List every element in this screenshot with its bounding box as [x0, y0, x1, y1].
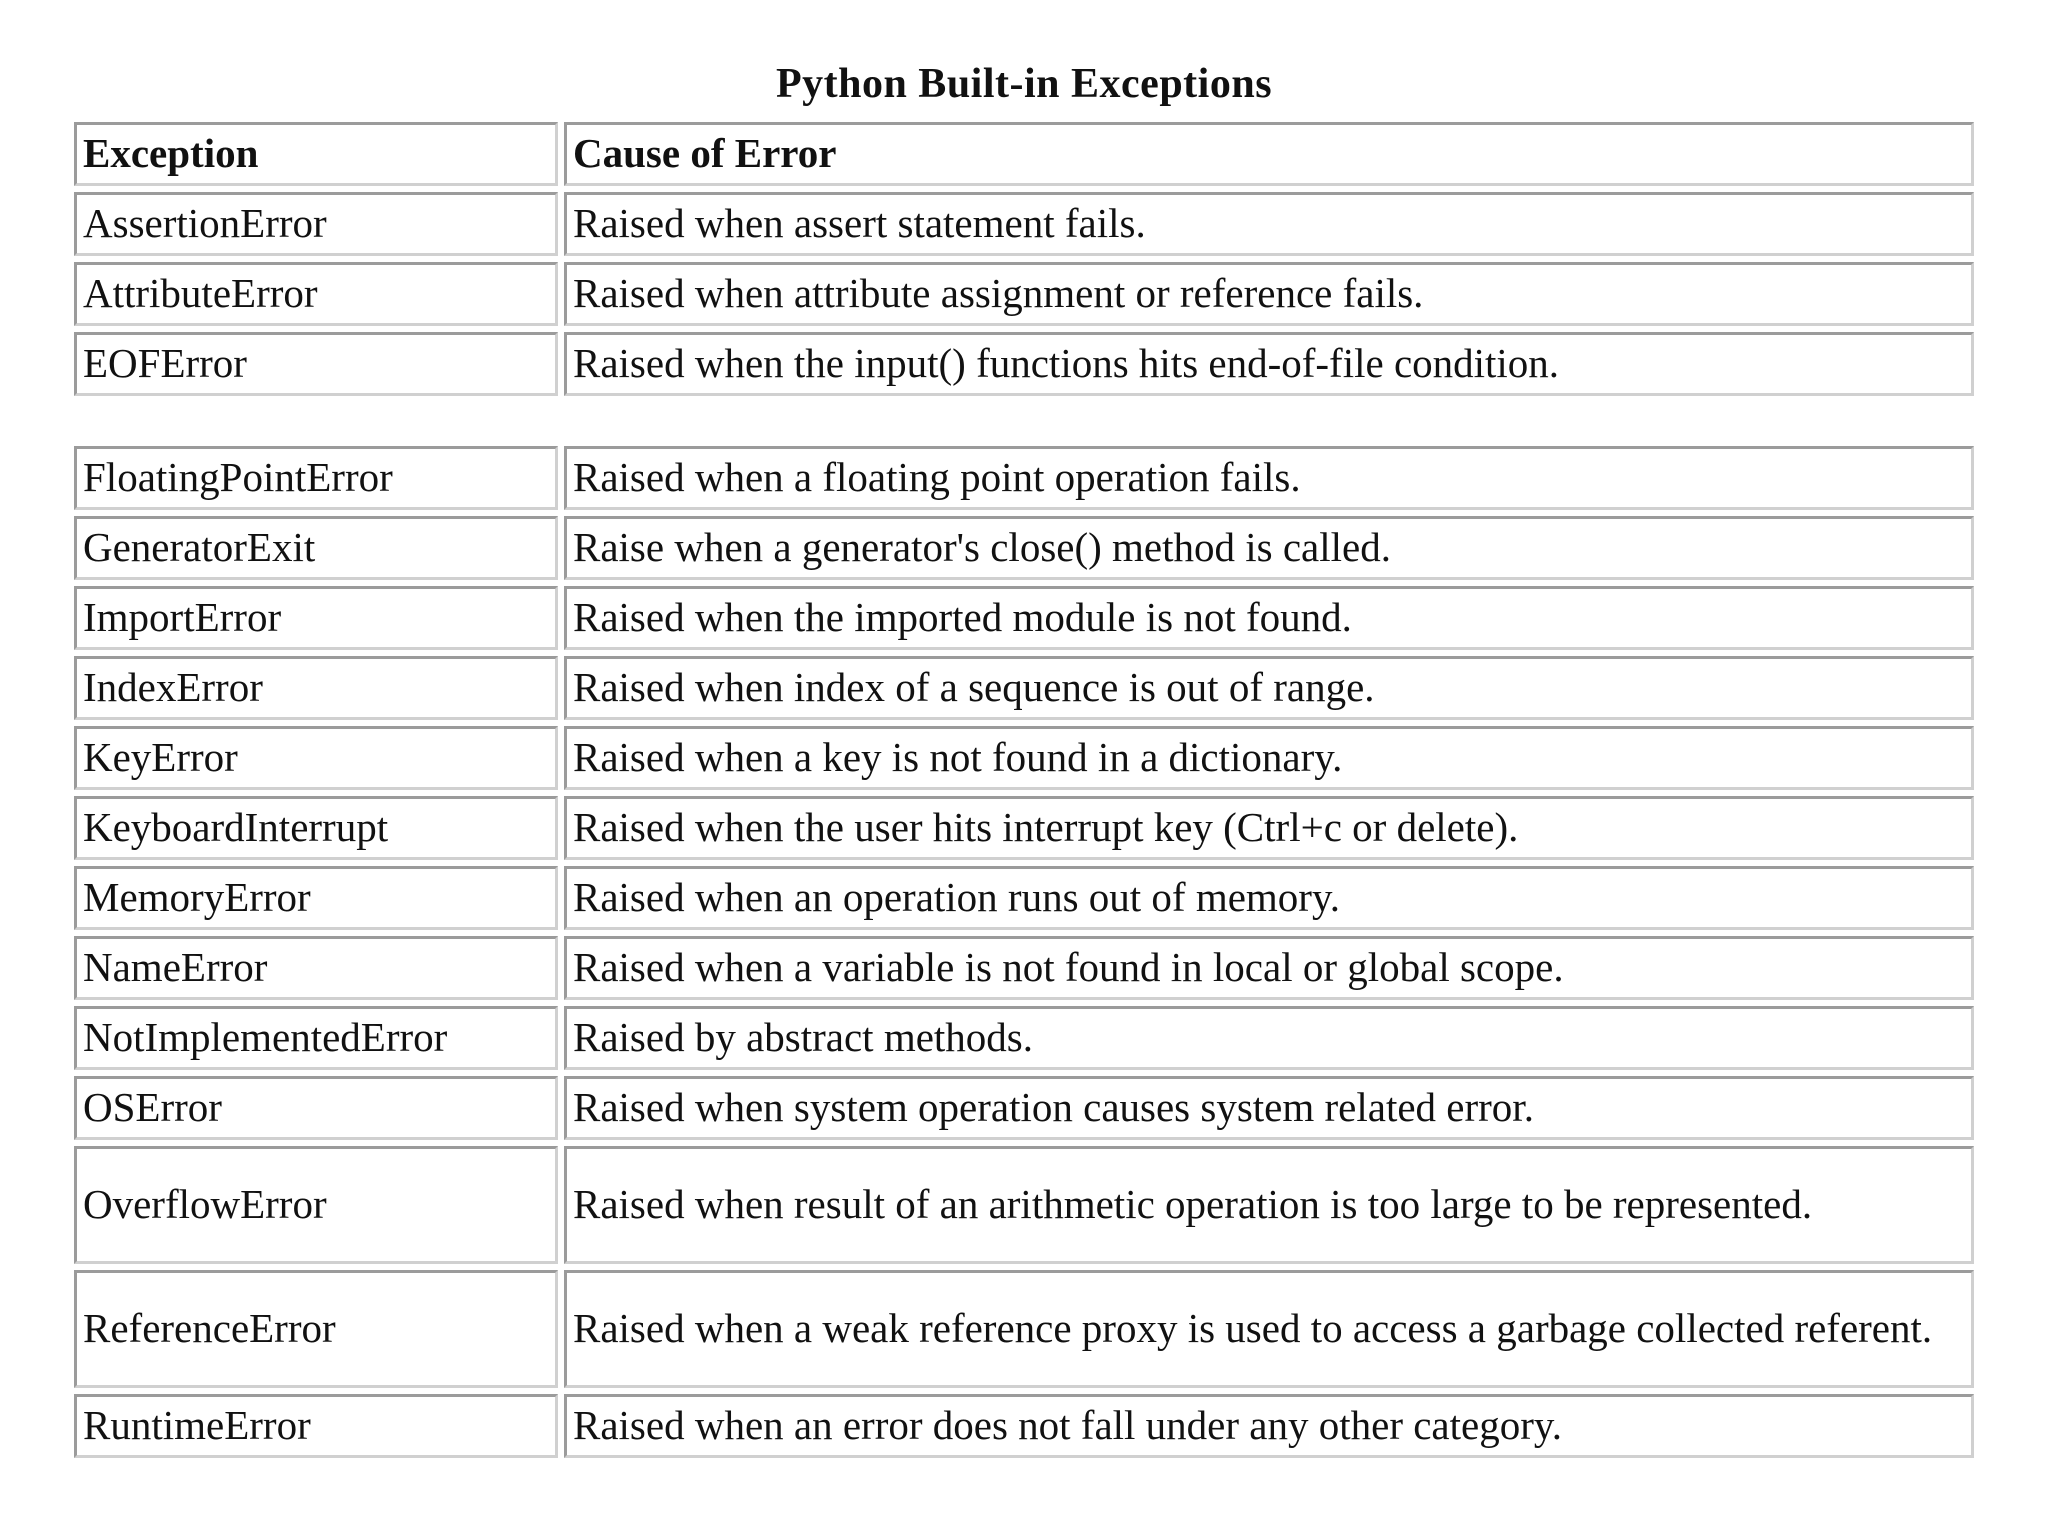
page-title: Python Built-in Exceptions: [775, 61, 1273, 107]
exceptions-table-top: [68, 116, 1980, 402]
table-row: [74, 586, 1974, 650]
table-row: [74, 726, 1974, 790]
exception-cause: Raised by abstract methods.: [564, 1006, 1974, 1070]
exception-name: NotImplementedError: [74, 1006, 558, 1070]
exception-name: ImportError: [74, 586, 558, 650]
exception-name: FloatingPointError: [74, 446, 558, 510]
table-row: [74, 866, 1974, 930]
exception-cause: Raised when result of an arithmetic operation is too large to be represented.: [564, 1146, 1974, 1264]
exception-name: ReferenceError: [74, 1270, 558, 1388]
exception-cause: Raised when an error does not fall under any other category.: [564, 1394, 1974, 1458]
exception-name: EOFError: [74, 332, 558, 396]
table-row: [74, 1394, 1974, 1458]
exception-name: IndexError: [74, 656, 558, 720]
exception-name: AssertionError: [74, 192, 558, 256]
header-exception: Exception: [74, 122, 558, 186]
table-header-row: [74, 122, 1974, 186]
exception-cause: Raised when an operation runs out of memory.: [564, 866, 1974, 930]
table-row: [74, 1076, 1974, 1140]
exception-name: OSError: [74, 1076, 558, 1140]
exception-cause: Raise when a generator's close() method is called.: [564, 516, 1974, 580]
table-row: [74, 1006, 1974, 1070]
exception-name: NameError: [74, 936, 558, 1000]
exception-cause: Raised when system operation causes system related error.: [564, 1076, 1974, 1140]
exception-cause: Raised when the user hits interrupt key (Ctrl+c or delete).: [564, 796, 1974, 860]
exception-cause: Raised when a weak reference proxy is used to access a garbage collected referent.: [564, 1270, 1974, 1388]
exception-cause: Raised when assert statement fails.: [564, 192, 1974, 256]
exception-cause: Raised when a variable is not found in local or global scope.: [564, 936, 1974, 1000]
table-row: [74, 796, 1974, 860]
table-row: [74, 516, 1974, 580]
exception-cause: Raised when the input() functions hits end-of-file condition.: [564, 332, 1974, 396]
table-row: [74, 446, 1974, 510]
table-row: [74, 1270, 1974, 1388]
exception-cause: Raised when a key is not found in a dictionary.: [564, 726, 1974, 790]
exception-cause: Raised when a floating point operation fails.: [564, 446, 1974, 510]
table-row: [74, 936, 1974, 1000]
table-row: [74, 192, 1974, 256]
exception-cause: Raised when the imported module is not found.: [564, 586, 1974, 650]
exception-name: GeneratorExit: [74, 516, 558, 580]
exception-name: KeyboardInterrupt: [74, 796, 558, 860]
exception-name: RuntimeError: [74, 1394, 558, 1458]
exception-name: KeyError: [74, 726, 558, 790]
table-row: [74, 656, 1974, 720]
table-row: [74, 1146, 1974, 1264]
exception-name: AttributeError: [74, 262, 558, 326]
header-cause: Cause of Error: [564, 122, 1974, 186]
exception-cause: Raised when attribute assignment or reference fails.: [564, 262, 1974, 326]
table-row: [74, 332, 1974, 396]
table-row: [74, 262, 1974, 326]
exception-name: MemoryError: [74, 866, 558, 930]
exception-name: OverflowError: [74, 1146, 558, 1264]
exception-cause: Raised when index of a sequence is out of range.: [564, 656, 1974, 720]
exceptions-table-bottom: [68, 440, 1980, 1464]
